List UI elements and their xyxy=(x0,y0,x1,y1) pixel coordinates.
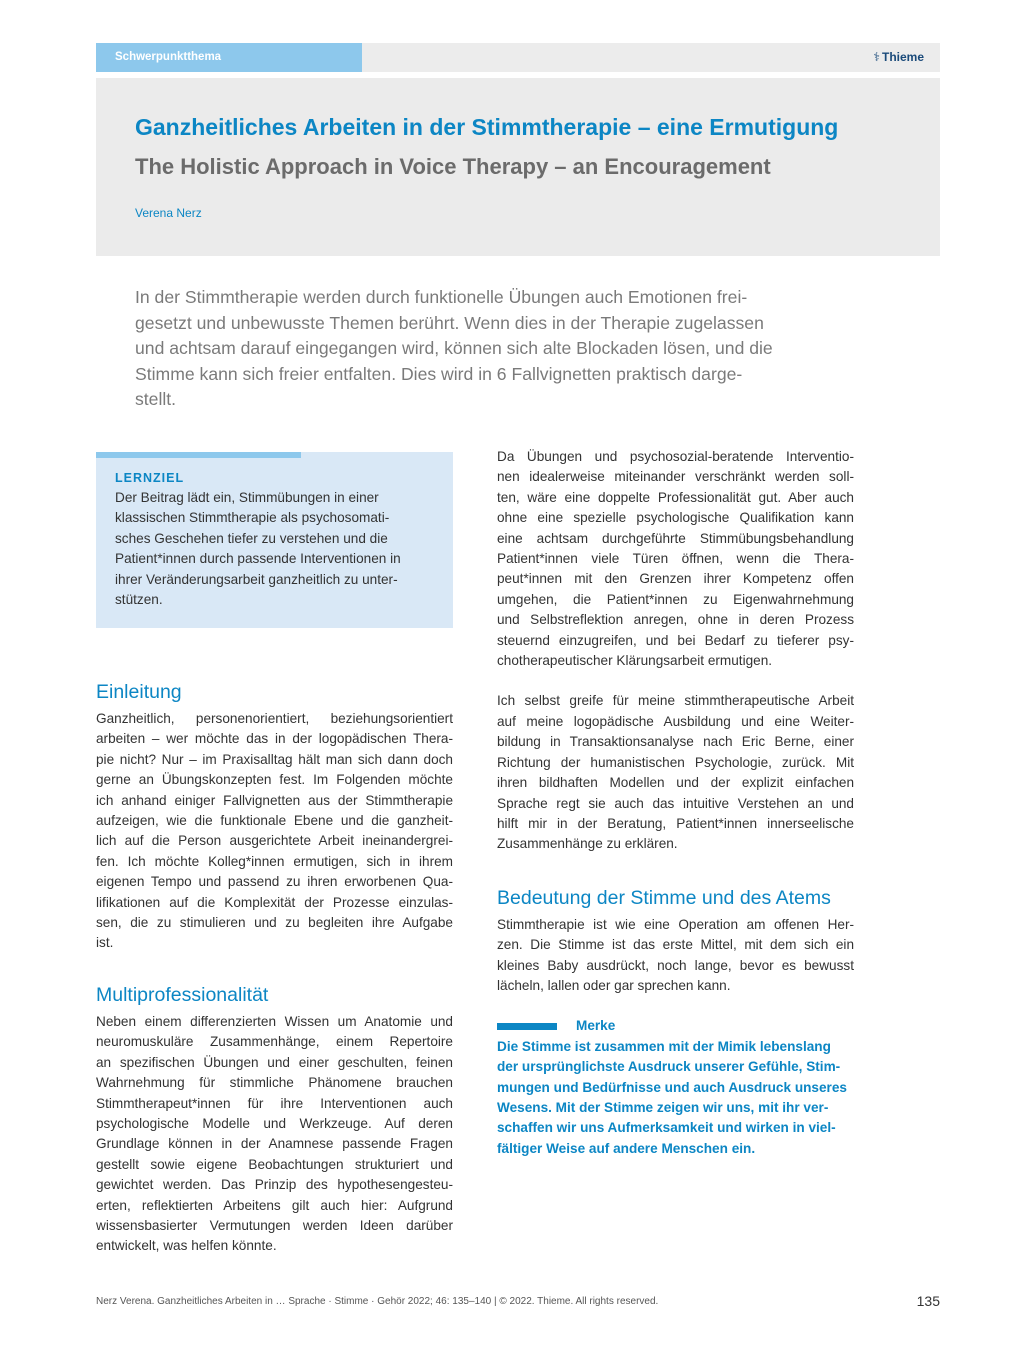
text-line: Ich selbst greife für meine stimmtherapeutische Arbeit xyxy=(497,693,854,709)
page-number: 135 xyxy=(916,1293,940,1309)
text-line: fen. Ich möchte Kolleg*innen ermutigen, sich in ihrem xyxy=(96,853,453,869)
text-line: Ganzheitlich, personenorientiert, beziehungsorientiert xyxy=(96,711,453,726)
lernziel-heading: LERNZIEL xyxy=(115,471,185,485)
multi-text xyxy=(96,1012,453,1257)
text-line: gestellt sowie eigene Beobachtungen strukturiert und xyxy=(96,1156,453,1172)
text-line: Patient*innen durch passende Interventionen in xyxy=(115,551,401,567)
thieme-logo-icon: ⚕ xyxy=(873,50,880,64)
text-line: sen, die zu stimulieren und zu begleiten ihre Aufgabe xyxy=(96,915,453,931)
text-line: eigenen Tempo und passend zu ihren erworbenen Qua- xyxy=(96,874,453,890)
abstract-line: In der Stimmtherapie werden durch funktionelle Übungen auch Emotionen frei- xyxy=(135,287,748,307)
text-line: Sprache regt sie auch das intuitive Verstehen an und xyxy=(497,795,854,811)
merke-accent-bar xyxy=(497,1023,557,1030)
text-line: Da Übungen und psychosozial-beratende Interventio- xyxy=(497,449,854,464)
text-line: nen idealerweise miteinander verschränkt werden soll- xyxy=(497,469,854,485)
right-column xyxy=(497,447,854,1159)
paragraph-transaktionsanalyse xyxy=(497,691,854,854)
text-line: an spezifischen Übungen und einer geschulten, feinen xyxy=(96,1054,453,1070)
text-line: und Selbstreflektion anregen, ohne in deren Prozess xyxy=(497,612,854,628)
text-line: Wahrnehmung für stimmliche Phänomene brauchen xyxy=(96,1075,453,1091)
text-line: lächeln, lallen oder gar sprechen kann. xyxy=(497,977,731,993)
abstract-line: und achtsam darauf eingegangen wird, können sich alte Blockaden lösen, und die xyxy=(135,338,773,358)
title-german: Ganzheitliches Arbeiten in der Stimmtherapie – eine Ermutigung xyxy=(135,114,839,140)
text-line: Patient*innen viele Türen öffnen, wenn die Thera- xyxy=(497,551,854,567)
text-line: schaffen wir uns Aufmerksamkeit und wirken in viel- xyxy=(497,1120,836,1136)
text-line: ich anhand einiger Fallvignetten aus der Stimmtherapie xyxy=(96,792,453,808)
text-line: steuernd einzugreifen, und bei Bedarf zu tieferer psy- xyxy=(497,632,854,648)
article-header xyxy=(96,78,940,256)
text-line: klassischen Stimmtherapie als psychosomati- xyxy=(115,510,390,526)
text-line: Neben einem differenzierten Wissen um Anatomie und xyxy=(96,1013,453,1029)
heading-bedeutung: Bedeutung der Stimme und des Atems xyxy=(497,886,831,909)
text-line: Stimmtherapeut*innen für ihre Interventionen auch xyxy=(96,1095,453,1111)
text-line: stützen. xyxy=(115,592,163,608)
text-line: gerne an Übungskonzepten fest. Im Folgenden möchte xyxy=(96,772,453,788)
abstract xyxy=(135,285,825,413)
heading-einleitung: Einleitung xyxy=(96,681,182,703)
heading-multiprofessionalitaet: Multiprofessionalität xyxy=(96,983,269,1006)
text-line: erten, reflektierten Arbeitens gilt auch hier: Aufgrund xyxy=(96,1197,453,1213)
text-line: Grundlage können in der Anamnese passende Fragen xyxy=(96,1136,453,1152)
text-line: mungen und Bedürfnisse und auch Ausdruck unseres xyxy=(497,1079,847,1095)
abstract-line: Stimme kann sich freier entfalten. Dies wird in 6 Fallvignetten praktisch darge- xyxy=(135,363,743,384)
text-line: neuromuskuläre Zusammenhänge, einem Repertoire xyxy=(96,1034,453,1050)
text-line: wissensbasierter Vermutungen werden Ideen darüber xyxy=(96,1217,453,1233)
merke-body xyxy=(497,1037,854,1159)
text-line: pie nicht? Nur – im Praxisalltag hält man sich dann doch xyxy=(96,751,453,767)
lernziel-accent-bar xyxy=(96,452,301,458)
text-line: ihrer Veränderungsarbeit ganzheitlich zu unter- xyxy=(115,571,398,587)
text-line: auf meine logopädische Ausbildung und eine Weiter- xyxy=(497,713,854,729)
abstract-line: stellt. xyxy=(135,389,177,409)
author: Verena Nerz xyxy=(135,206,202,220)
text-line: Wesens. Mit der Stimme zeigen wir uns, mit ihr ver- xyxy=(497,1099,829,1115)
text-line: gewichtet werden. Das Prinzip des hypothesengesteu- xyxy=(96,1177,453,1193)
text-line: sches Geschehen tiefer zu verstehen und die xyxy=(115,530,388,546)
text-line: Stimmtherapie ist wie eine Operation am offenen Her- xyxy=(497,916,854,932)
merke-box xyxy=(497,1016,854,1159)
text-line: peut*innen mit den Grenzen ihrer Kompetenz offen xyxy=(497,571,854,587)
text-line: der ursprünglichste Ausdruck unserer Gefühle, Stim- xyxy=(497,1059,841,1075)
text-line: lich auf die Person ausgerichtete Arbeit ineinandergrei- xyxy=(96,833,453,849)
text-line: ist. xyxy=(96,935,114,951)
paragraph-professionalitaet xyxy=(497,447,854,671)
text-line: fältiger Weise auf andere Menschen ein. xyxy=(497,1140,756,1156)
text-line: entwickelt, was helfen könnte. xyxy=(96,1238,277,1254)
abstract-line: gesetzt und unbewusste Themen berührt. Wenn dies in der Therapie zugelassen xyxy=(135,312,764,333)
text-line: psychologische Modelle und Werkzeuge. Auf deren xyxy=(96,1115,453,1131)
text-line: Der Beitrag lädt ein, Stimmübungen in einer xyxy=(115,490,379,505)
lernziel-body xyxy=(115,488,434,610)
merke-heading: Merke xyxy=(576,1018,616,1034)
text-line: ohne eine spezielle psychologische Qualifikation kann xyxy=(497,510,854,526)
text-line: zen. Die Stimme ist das erste Mittel, mit dem sich ein xyxy=(497,937,854,953)
publisher-brand xyxy=(873,43,924,72)
text-line: ten, wäre eine doppelte Professionalität gut. Aber auch xyxy=(497,489,854,505)
text-line: lifikationen auf die Komplexität der Prozesse einzulas- xyxy=(96,894,453,910)
text-line: eine achtsam durchgeführte Stimmübungsbehandlung xyxy=(497,530,854,546)
section-label: Schwerpunktthema xyxy=(96,43,362,72)
left-column xyxy=(96,452,453,1257)
bedeutung-text xyxy=(497,915,854,997)
text-line: aufzeigen, wie die funktionale Ebene und die ganzheit- xyxy=(96,813,453,829)
text-line: ihren bildhaften Modellen und der explizit einfachen xyxy=(497,775,854,791)
text-line: Richtung der humanistischen Psychologie, zurück. Mit xyxy=(497,754,854,770)
title-english: The Holistic Approach in Voice Therapy – an Encouragement xyxy=(135,154,771,179)
text-line: bildung in Transaktionsanalyse nach Eric Berne, einer xyxy=(497,734,854,750)
text-line: kleines Baby ausdrückt, noch lange, bevor es bewusst xyxy=(497,957,854,973)
text-line: umgehen, die Patient*innen zu Eigenwahrnehmung xyxy=(497,591,854,607)
text-line: hilft mir in der Beratung, Patient*innen innerseelische xyxy=(497,815,854,831)
top-bar xyxy=(96,43,940,72)
footer-citation: Nerz Verena. Ganzheitliches Arbeiten in … Sprache · Stimme · Gehör 2022; 46: 135–140 | © 2022. Thieme. All rights reserved. xyxy=(96,1296,659,1307)
lernziel-box xyxy=(96,452,453,628)
text-line: Die Stimme ist zusammen mit der Mimik lebenslang xyxy=(497,1038,831,1054)
text-line: arbeiten – wer möchte das in der logopädischen Thera- xyxy=(96,731,453,747)
text-line: chotherapeutischer Klärungsarbeit ermutigen. xyxy=(497,653,773,669)
text-line: Zusammenhänge zu erklären. xyxy=(497,836,678,852)
einleitung-text xyxy=(96,709,453,954)
publisher-name: Thieme xyxy=(881,50,924,64)
